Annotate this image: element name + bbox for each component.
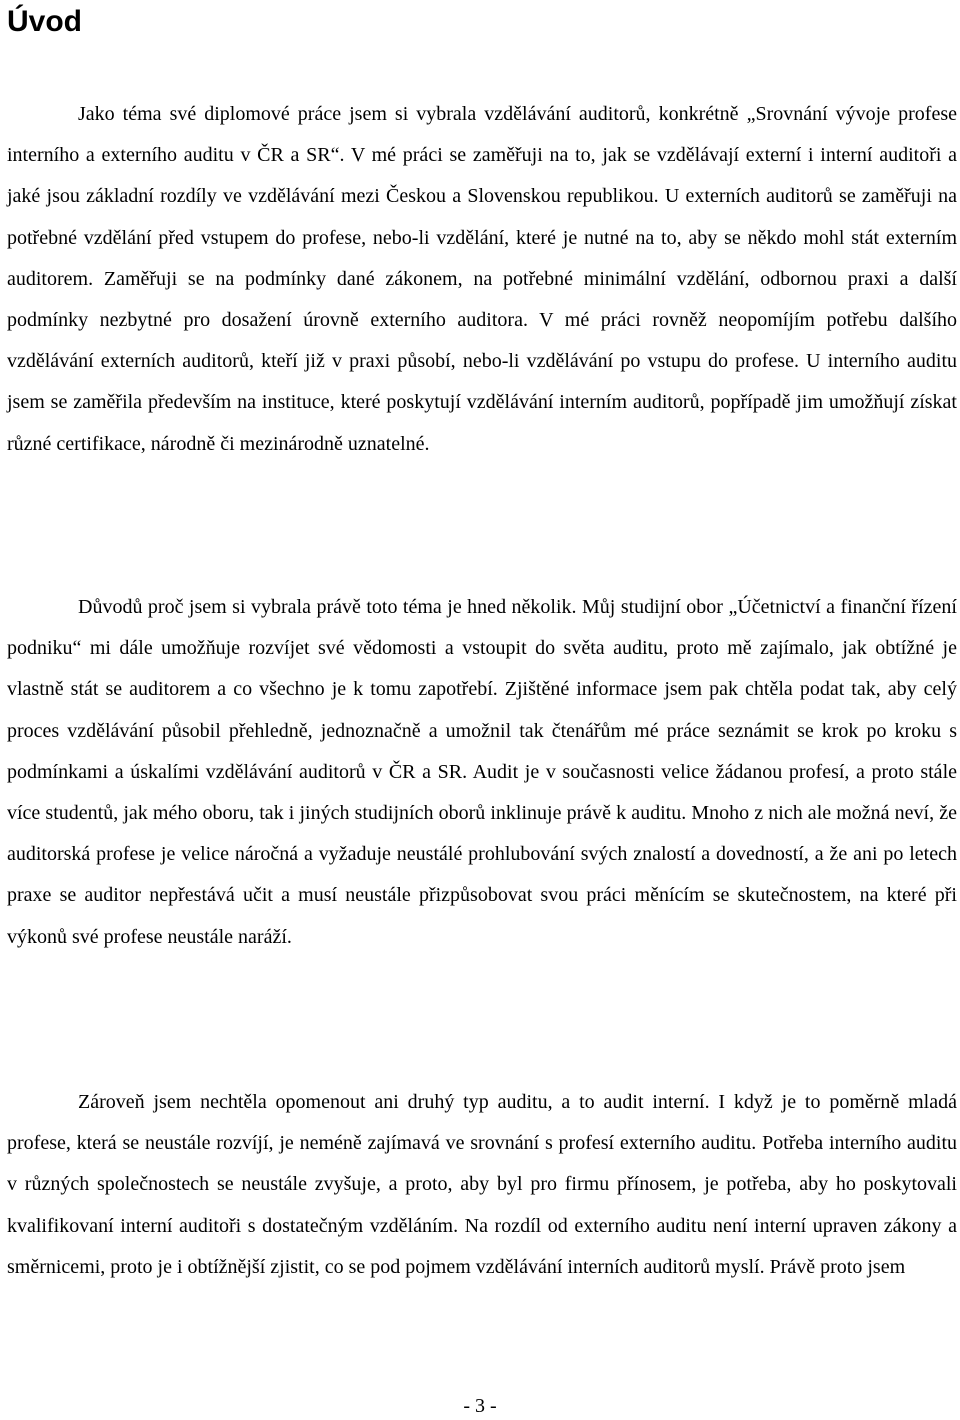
page-number: - 3 - (463, 1395, 497, 1417)
section-heading: Úvod (7, 5, 82, 38)
paragraph-internal-audit: Zároveň jsem nechtěla opomenout ani druhý typ auditu, a to audit interní. I když je to poměrně mladá profese, která se neustále rozvíjí, je neméně zajímavá ve srovnání s profesí externího auditu. Potřeba interního auditu v různých společnostech se neustále zvyšuje, a proto, aby byl pro firmu přínosem, je potřeba, aby ho poskytovali kvalifikovaní interní auditoři s dostatečným vzděláním. Na rozdíl od externího auditu není interní upraven zákony a směrnicemi, proto je i obtížnější zjistit, co se pod pojmem vzdělávání interních auditorů myslí. Právě proto jsem (7, 1091, 957, 1278)
paragraph-reasons: Důvodů proč jsem si vybrala právě toto téma je hned několik. Můj studijní obor „Účetnictví a finanční řízení podniku“ mi dále umožňuje rozvíjet své vědomosti a vstoupit do světa auditu, proto mě zajímalo, jak obtížné je vlastně stát se auditorem a co všechno je k tomu zapotřebí. Zjištěné informace jsem pak chtěla podat tak, aby celý proces vzdělávání působil přehledně, jednoznačně a umožnil tak čtenářům mé práce seznámit se krok po kroku s podmínkami a úskalími vzdělávání auditorů v ČR a SR. Audit je v současnosti velice žádanou profesí, a proto stále více studentů, jak mého oboru, tak i jiných studijních oborů inklinuje právě k auditu. Mnoho z nich ale možná neví, že auditorská profese je velice náročná a vyžaduje neustálé prohlubování svých znalostí a dovedností, a že ani po letech praxe se auditor nepřestává učit a musí neustále přizpůsobovat svou práci měnícím se skutečnostem, na které při výkonů své profese neustále naráží. (7, 596, 957, 948)
paragraph-intro: Jako téma své diplomové práce jsem si vybrala vzdělávání auditorů, konkrétně „Srovnání vývoje profese interního a externího auditu v ČR a SR“. V mé práci se zaměřuji na to, jak se vzdělávají externí i interní auditoři a jaké jsou základní rozdíly ve vzdělávání mezi Českou a Slovenskou republikou. U externích auditorů se zaměřuji na potřebné vzdělání před vstupem do profese, nebo-li vzdělání, které je nutné na to, aby se někdo mohl stát externím auditorem. Zaměřuji se na podmínky dané zákonem, na potřebné minimální vzdělání, odbornou praxi a další podmínky nezbytné pro dosažení úrovně externího auditora. V mé práci rovněž neopomíjím potřebu dalšího vzdělávání externích auditorů, kteří již v praxi působí, nebo-li vzdělávání po vstupu do profese. U interního auditu jsem se zaměřila především na instituce, které poskytují vzdělávání interním auditorů, popřípadě jim umožňují získat různé certifikace, národně či mezinárodně uznatelné. (7, 103, 957, 455)
